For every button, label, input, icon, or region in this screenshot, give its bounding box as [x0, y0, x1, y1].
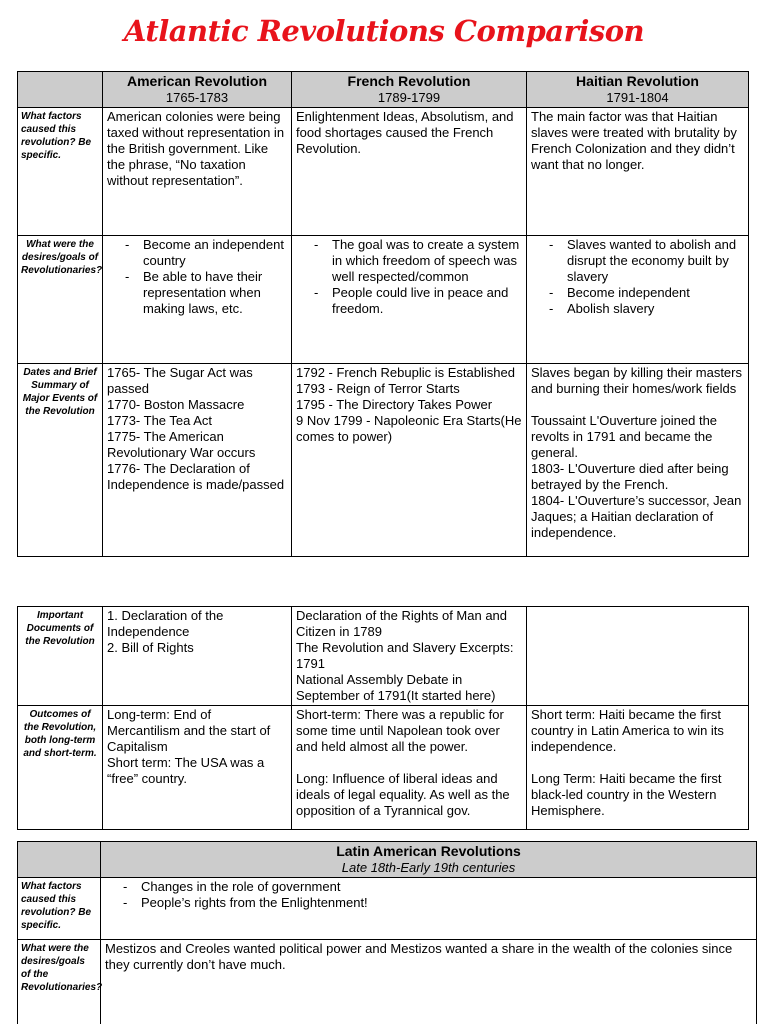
list-item: - Changes in the role of government	[105, 879, 752, 895]
cell-american: American colonies were being taxed without representation in the British government. Like the phrase, “No taxation without representation”.	[103, 108, 292, 236]
header-french	[292, 72, 527, 108]
row-question: What were the desires/goals of Revolutionaries?	[18, 236, 103, 364]
cell-french	[292, 364, 527, 557]
cell-french: Enlightenment Ideas, Absolutism, and food shortages caused the French Revolution.	[292, 108, 527, 236]
document-line: 1. Declaration of the Independence	[107, 608, 224, 639]
header-latin-american	[101, 842, 757, 878]
cell-american	[103, 706, 292, 830]
header-row	[18, 842, 757, 878]
column-name: Latin American Revolutions	[336, 843, 521, 859]
outcome-line: Short term: The USA was a “free” country.	[107, 755, 265, 786]
event-line: 1773- The Tea Act	[107, 413, 213, 428]
outcome-line: Short term: Haiti became the first country in Latin America to win its independence.	[531, 707, 724, 754]
event-line: 1776- The Declaration of Independence is made/passed	[107, 461, 285, 492]
event-line: 1770- Boston Massacre	[107, 397, 245, 412]
cell-american	[103, 236, 292, 364]
row-question: What factors caused this revolution? Be specific.	[18, 878, 101, 940]
event-line: Slaves began by killing their masters and burning their homes/work fields	[531, 365, 742, 396]
list-item: - The goal was to create a system in which freedom of speech was well respected/common	[296, 237, 522, 285]
list-item: - Become independent	[531, 285, 744, 301]
cell-answer	[101, 878, 757, 940]
document-line: The Revolution and Slavery Excerpts: 1791	[296, 640, 514, 671]
event-line: 9 Nov 1799 - Napoleonic Era Starts(He comes to power)	[296, 413, 522, 444]
cell-american	[103, 607, 292, 706]
table-row	[18, 607, 749, 706]
bullet-list	[105, 879, 752, 911]
table-row	[18, 364, 749, 557]
event-line: 1804- L'Ouverture’s successor, Jean Jaques; a Haitian declaration of independence.	[531, 493, 742, 540]
table-row	[18, 236, 749, 364]
cell-american	[103, 364, 292, 557]
document-line: Declaration of the Rights of Man and Citizen in 1789	[296, 608, 508, 639]
table-row	[18, 706, 749, 830]
header-corner-cell	[18, 842, 101, 878]
event-line: 1792 - French Rebuplic is Established	[296, 365, 515, 380]
cell-answer: Mestizos and Creoles wanted political power and Mestizos wanted a share in the wealth of the colonies since they currently don’t have much.	[101, 940, 757, 1024]
cell-haitian: The main factor was that Haitian slaves were treated with brutality by French Colonization and they didn’t want that no longer.	[527, 108, 749, 236]
list-item: - People could live in peace and freedom.	[296, 285, 522, 317]
list-item: - Slaves wanted to abolish and disrupt the economy built by slavery	[531, 237, 744, 285]
outcome-line: Long: Influence of liberal ideas and ideals of legal equality. As well as the opposition of a Tyrannical gov.	[296, 771, 510, 818]
column-years: 1789-1799	[377, 90, 441, 105]
page-title: Atlantic Revolutions Comparison	[123, 14, 645, 48]
event-line: 1765- The Sugar Act was passed	[107, 365, 253, 396]
event-line: 1775- The American Revolutionary War occurs	[107, 429, 256, 460]
event-line: Toussaint L'Ouverture joined the revolts in 1791 and became the general.	[531, 413, 718, 460]
column-name: French Revolution	[347, 73, 471, 89]
column-name: Haitian Revolution	[576, 73, 699, 89]
column-name: American Revolution	[126, 73, 268, 89]
list-item: - People’s rights from the Enlightenment!	[105, 895, 752, 911]
outcome-line: Long-term: End of Mercantilism and the start of Capitalism	[107, 707, 271, 754]
cell-haitian	[527, 607, 749, 706]
cell-french	[292, 236, 527, 364]
event-line: 1803- L'Ouverture died after being betrayed by the French.	[531, 461, 729, 492]
list-item: - Be able to have their representation when making laws, etc.	[107, 269, 287, 317]
list-item: - Abolish slavery	[531, 301, 744, 317]
comparison-table-continued	[17, 606, 749, 830]
column-years: Late 18th-Early 19th centuries	[341, 860, 516, 875]
bullet-list	[107, 237, 287, 317]
cell-haitian	[527, 364, 749, 557]
outcome-line: Long Term: Haiti became the first black-led country in the Western Hemisphere.	[531, 771, 722, 818]
row-question: Dates and Brief Summary of Major Events of the Revolution	[18, 364, 103, 557]
row-question: What were the desires/goals of the Revolutionaries?	[18, 940, 101, 1024]
table-row	[18, 878, 757, 940]
header-row	[18, 72, 749, 108]
outcome-line: Short-term: There was a republic for some time until Napolean took over and held almost all the power.	[296, 707, 504, 754]
header-american	[103, 72, 292, 108]
document-line: National Assembly Debate in September of 1791(It started here)	[296, 672, 496, 703]
cell-french	[292, 706, 527, 830]
table-row	[18, 940, 757, 1024]
cell-haitian	[527, 706, 749, 830]
comparison-table-main	[17, 71, 749, 557]
latin-american-table	[17, 841, 757, 1024]
row-question: What factors caused this revolution? Be specific.	[18, 108, 103, 236]
document-line: 2. Bill of Rights	[107, 640, 194, 655]
cell-haitian	[527, 236, 749, 364]
row-question: Outcomes of the Revolution, both long-term and short-term.	[18, 706, 103, 830]
event-line: 1793 - Reign of Terror Starts	[296, 381, 460, 396]
row-question: Important Documents of the Revolution	[18, 607, 103, 706]
column-years: 1791-1804	[606, 90, 669, 105]
list-item: - Become an independent country	[107, 237, 287, 269]
event-line: 1795 - The Directory Takes Power	[296, 397, 493, 412]
header-corner-cell	[18, 72, 103, 108]
bullet-list	[296, 237, 522, 317]
cell-french	[292, 607, 527, 706]
table-row	[18, 108, 749, 236]
bullet-list	[531, 237, 744, 317]
column-years: 1765-1783	[165, 90, 229, 105]
header-haitian	[527, 72, 749, 108]
